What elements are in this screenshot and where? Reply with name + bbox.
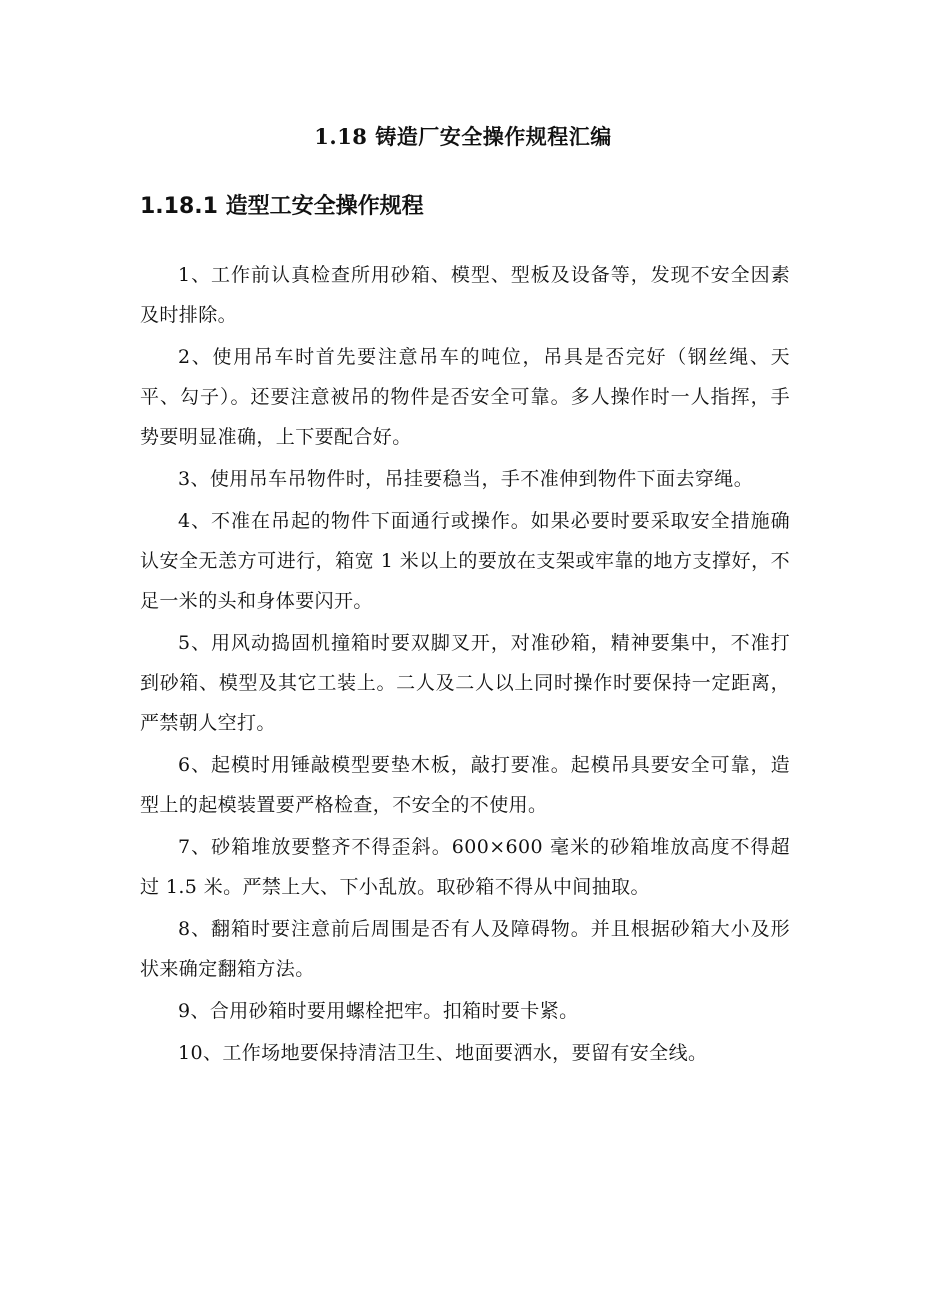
- paragraph: 7、砂箱堆放要整齐不得歪斜。600×600 毫米的砂箱堆放高度不得超过 1.5 米。严禁上大、下小乱放。取砂箱不得从中间抽取。: [140, 836, 790, 898]
- paragraph: 9、合用砂箱时要用螺栓把牢。扣箱时要卡紧。: [178, 1000, 579, 1022]
- paragraph: 6、起模时用锤敲模型要垫木板，敲打要准。起模吊具要安全可靠，造型上的起模装置要严格检查，不安全的不使用。: [140, 754, 790, 816]
- document-title: 1.18 铸造厂安全操作规程汇编: [314, 124, 612, 149]
- paragraph: 3、使用吊车吊物件时，吊挂要稳当，手不准伸到物件下面去穿绳。: [178, 468, 754, 490]
- paragraph: 4、不准在吊起的物件下面通行或操作。如果必要时要采取安全措施确认安全无恙方可进行，箱宽 1 米以上的要放在支架或牢靠的地方支撑好，不足一米的头和身体要闪开。: [140, 510, 790, 612]
- paragraph: 8、翻箱时要注意前后周围是否有人及障碍物。并且根据砂箱大小及形状来确定翻箱方法。: [140, 918, 790, 980]
- paragraph: 10、工作场地要保持清洁卫生、地面要洒水，要留有安全线。: [178, 1042, 708, 1064]
- document-body: [140, 255, 790, 1075]
- paragraph: 1、工作前认真检查所用砂箱、模型、型板及设备等，发现不安全因素及时排除。: [140, 264, 790, 326]
- section-title: 1.18.1 造型工安全操作规程: [140, 194, 424, 219]
- paragraph: 5、用风动捣固机撞箱时要双脚叉开，对准砂箱，精神要集中，不准打到砂箱、模型及其它工装上。二人及二人以上同时操作时要保持一定距离，严禁朝人空打。: [140, 632, 790, 734]
- paragraph: 2、使用吊车时首先要注意吊车的吨位，吊具是否完好（钢丝绳、天平、勾子）。还要注意被吊的物件是否安全可靠。多人操作时一人指挥，手势要明显准确，上下要配合好。: [140, 346, 790, 448]
